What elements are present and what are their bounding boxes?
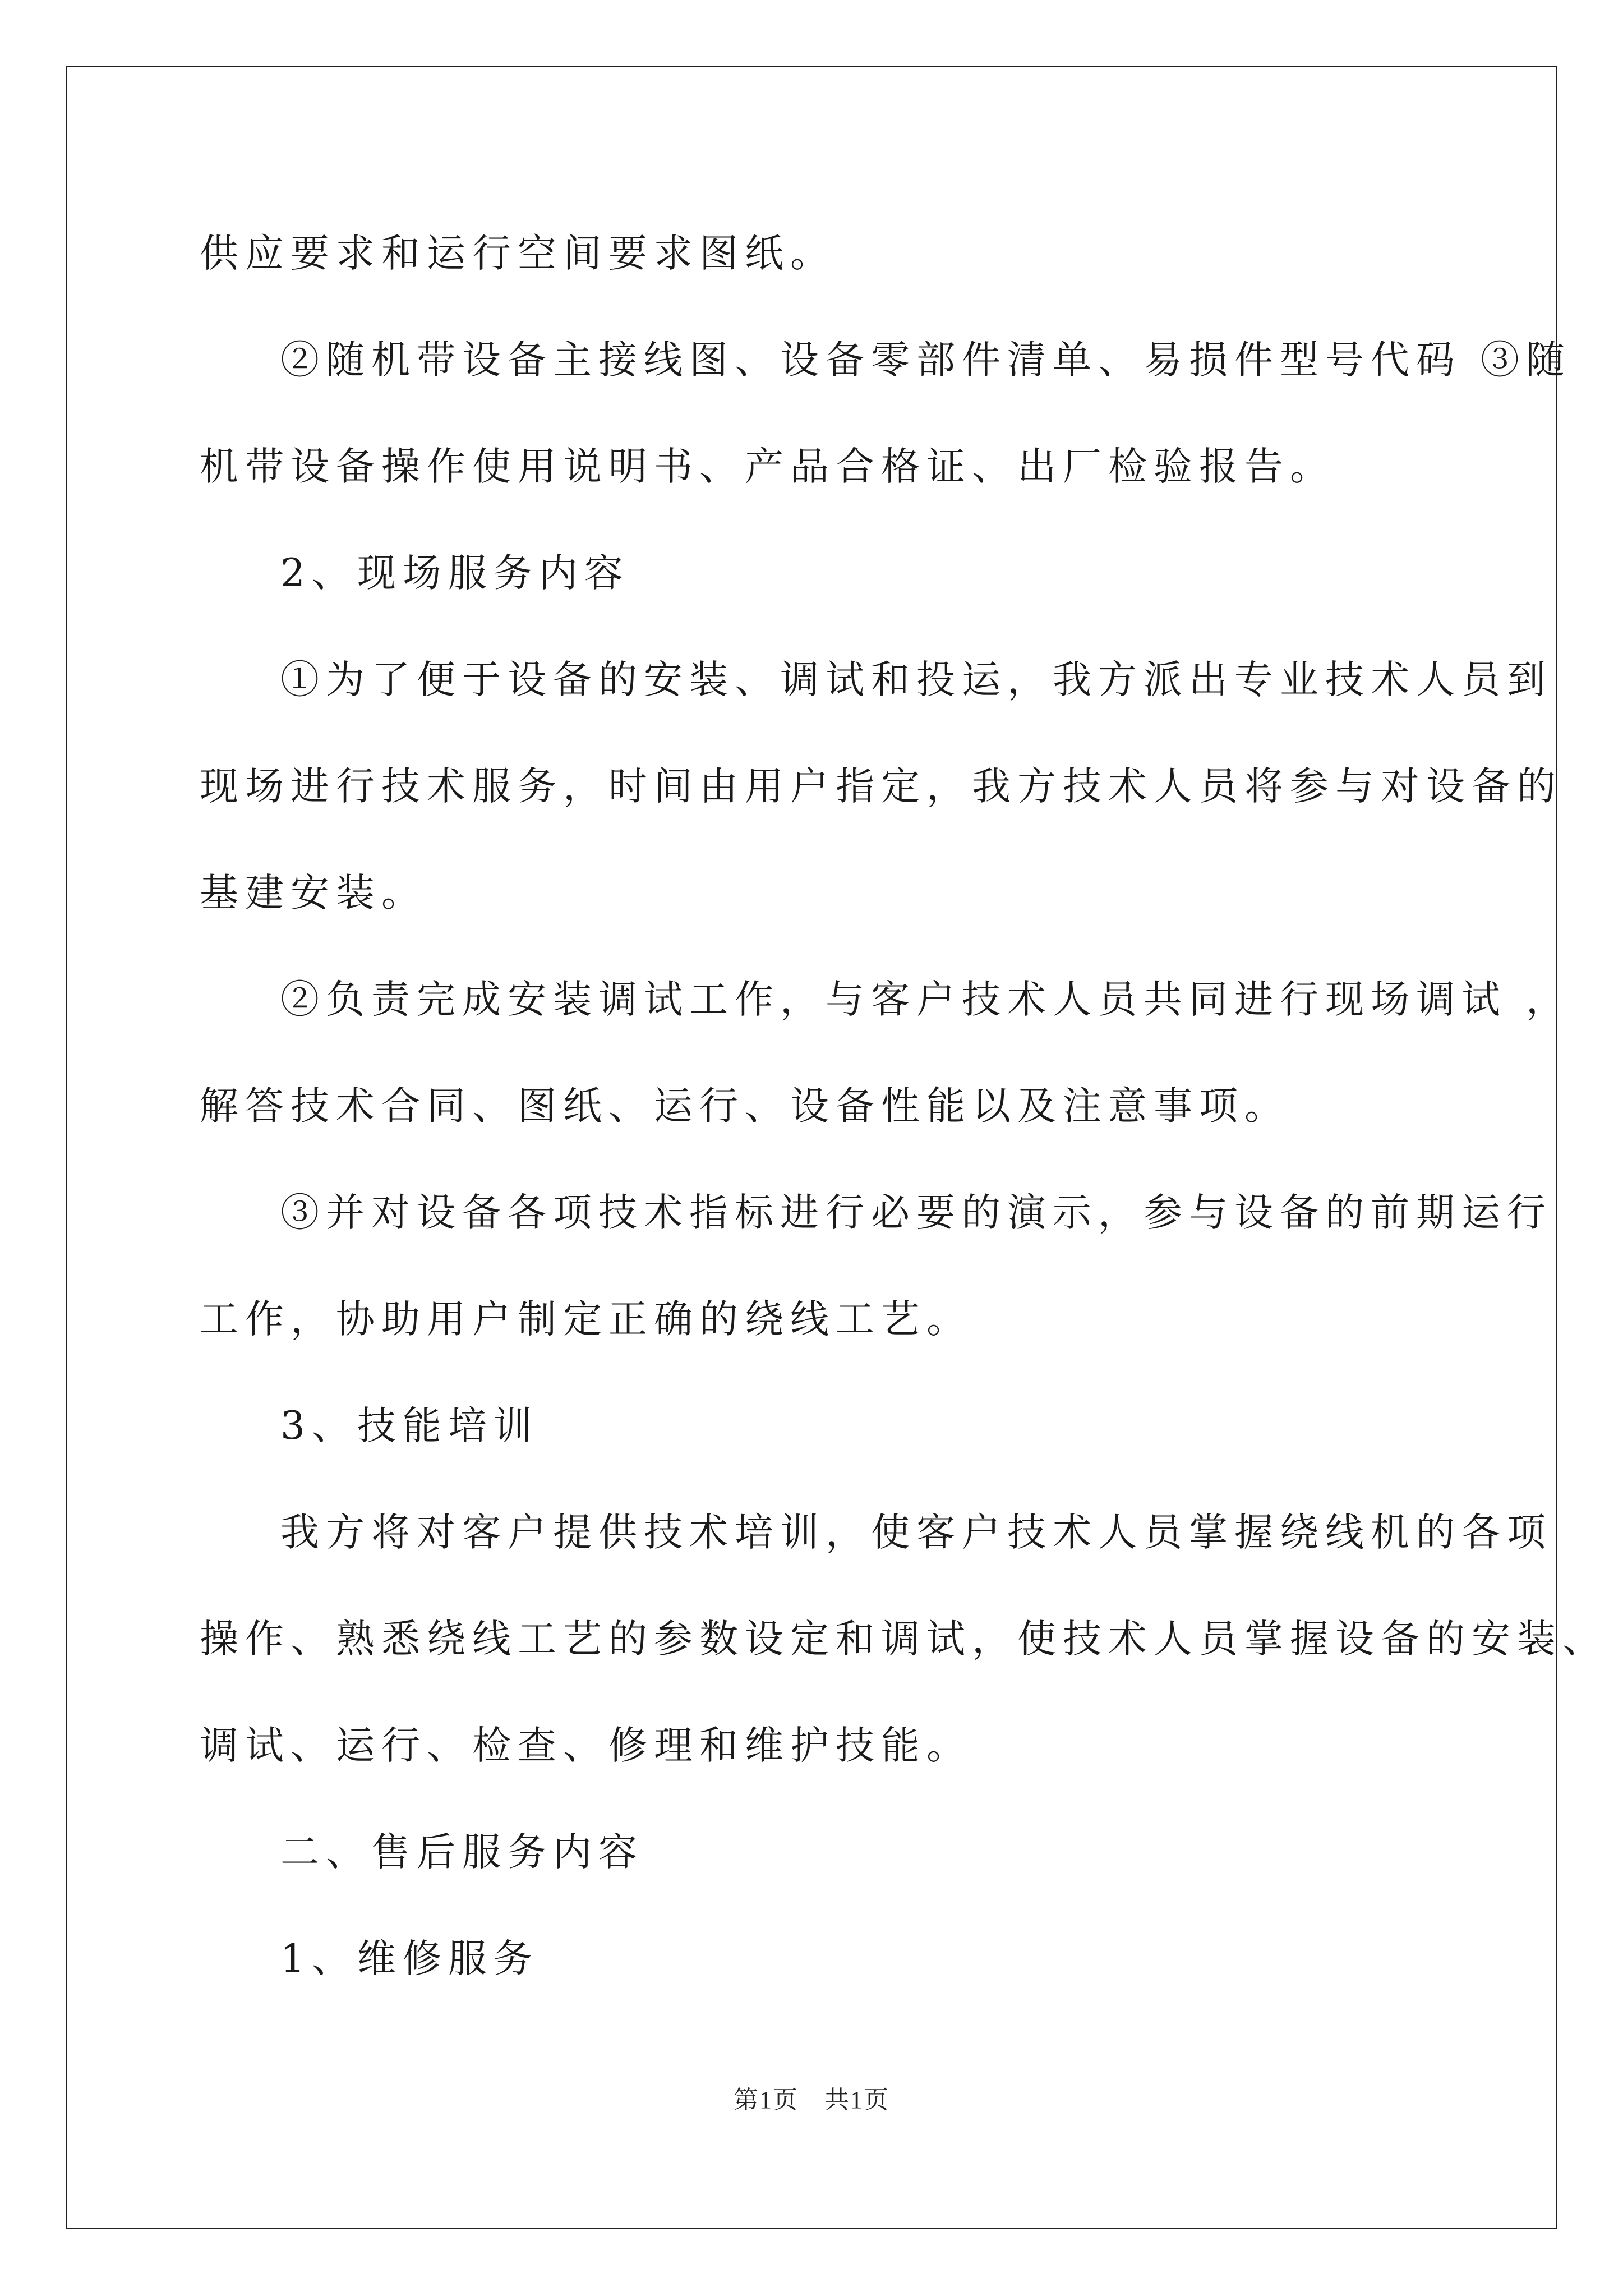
text-line: 机带设备操作使用说明书、产品合格证、出厂检验报告。 bbox=[200, 444, 1335, 489]
section-heading: 1、维修服务 bbox=[280, 1936, 539, 1981]
paragraph-line: ③并对设备各项技术指标进行必要的演示，参与设备的前期运行 bbox=[280, 1190, 1552, 1235]
section-heading: 3、技能培训 bbox=[280, 1404, 539, 1448]
section-heading: 二、售后服务内容 bbox=[280, 1830, 644, 1875]
paragraph-line: 我方将对客户提供技术培训，使客户技术人员掌握绕线机的各项 bbox=[280, 1510, 1552, 1555]
paragraph-line: ①为了便于设备的安装、调试和投运，我方派出专业技术人员到 bbox=[280, 657, 1552, 702]
text-line: 基建安装。 bbox=[200, 871, 427, 915]
text-line: 现场进行技术服务，时间由用户指定，我方技术人员将参与对设备的 bbox=[200, 764, 1562, 809]
page-number-footer: 第1页 共1页 bbox=[734, 2086, 889, 2114]
paragraph-line: ②负责完成安装调试工作，与客户技术人员共同进行现场调试 ， bbox=[280, 977, 1571, 1022]
page-border bbox=[66, 66, 1557, 2229]
text-line: 解答技术合同、图纸、运行、设备性能以及注意事项。 bbox=[200, 1084, 1290, 1129]
text-line: 调试、运行、检查、修理和维护技能。 bbox=[200, 1723, 972, 1768]
text-line: 供应要求和运行空间要求图纸。 bbox=[200, 231, 836, 276]
text-line: 工作，协助用户制定正确的绕线工艺。 bbox=[200, 1297, 972, 1342]
text-line: 操作、熟悉绕线工艺的参数设定和调试，使技术人员掌握设备的安装、 bbox=[200, 1617, 1608, 1662]
section-heading: 2、现场服务内容 bbox=[280, 551, 630, 596]
paragraph-line: ②随机带设备主接线图、设备零部件清单、易损件型号代码 ③随 bbox=[280, 338, 1571, 383]
